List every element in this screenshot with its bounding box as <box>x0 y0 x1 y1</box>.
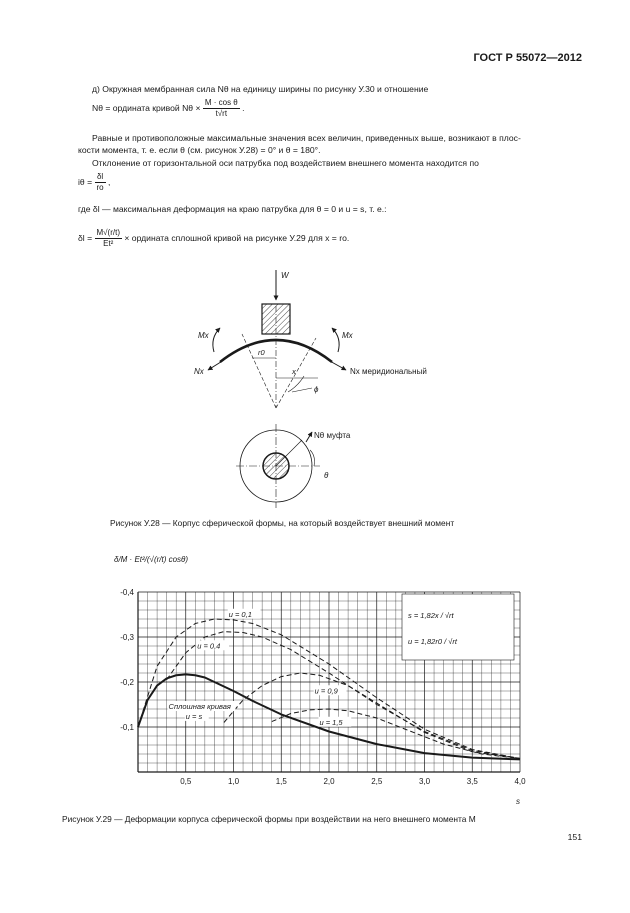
label-r0: r0 <box>258 348 265 357</box>
y-tick-label: -0,2 <box>120 678 134 687</box>
x-tick-label: 1,5 <box>275 777 287 786</box>
item-d-text: д) Окружная мембранная сила Nθ на единицу ширины по рисунку У.30 и отношение <box>92 84 429 94</box>
label-x: x <box>292 367 296 376</box>
curve-label: u = s <box>185 711 203 721</box>
y-axis-label: δ/M · Et²/(√(r/t) cosθ) <box>114 555 189 564</box>
curve-label: u = 1,5 <box>319 717 343 727</box>
y-tick-label: -0,3 <box>120 633 134 642</box>
ntheta-arrow <box>306 432 312 442</box>
force-arrow-nx-left <box>208 360 224 370</box>
label-theta: θ <box>324 471 329 480</box>
radial-line-left <box>242 334 276 408</box>
label-nx-right: Nx меридиональный <box>350 367 427 376</box>
x-axis-label: s <box>516 797 520 806</box>
page-number: 151 <box>567 832 582 842</box>
figure-29-caption: Рисунок У.29 — Деформации корпуса сферической формы при воздействии на него внешнего момента M <box>62 814 476 824</box>
formula-legend-box <box>402 594 514 660</box>
legend-u-formula: u = 1,82r0 / √rt <box>408 637 457 646</box>
phi-arc <box>288 376 304 392</box>
x-tick-label: 2,0 <box>323 777 335 786</box>
paragraph-equal-values: Равные и противоположные максимальные значения всех величин, приведенных выше, возникают в плос- <box>92 133 521 143</box>
label-mx-right: Mx <box>342 331 353 340</box>
x-tick-label: 0,5 <box>180 777 192 786</box>
label-w: W <box>281 271 289 280</box>
y-tick-label: -0,4 <box>120 588 134 597</box>
x-tick-label: 4,0 <box>514 777 526 786</box>
standard-number: ГОСТ Р 55072—2012 <box>473 52 582 64</box>
y-tick-label: -0,1 <box>120 723 134 732</box>
radial-line-right <box>276 338 316 408</box>
paragraph-deflection: Отклонение от горизонтальной оси патрубка под воздействием внешнего момента находится по <box>92 158 479 168</box>
moment-arrow-left <box>213 328 220 352</box>
legend-s-formula: s = 1,82x / √rt <box>408 611 454 620</box>
where-definition: где δl — максимальная деформация на краю патрубка для θ = 0 и u = s, т. е.: <box>78 204 387 214</box>
curve-label: u = 0,1 <box>228 609 252 619</box>
curve-label: u = 0,9 <box>314 686 338 696</box>
moment-arrow-right <box>332 328 339 352</box>
curve-label: u = 0,4 <box>197 641 221 651</box>
formula-delta-l: δl = $\frac{M√(r/t)}{\text{Et²}}$ × ордината сплошной кривой на рисунке У.29 для x = ro. <box>78 228 350 248</box>
formula-n-theta: Nθ = ордината кривой Nθ × $\frac{\text{M · cos θ}}{t√rt}$ . <box>92 98 245 118</box>
label-mx-left: Mx <box>198 331 209 340</box>
label-phi: ϕ <box>314 385 319 394</box>
figure-29-chart <box>100 548 540 810</box>
figure-28-caption: Рисунок У.28 — Корпус сферической формы, на который воздействует внешний момент <box>110 518 455 528</box>
paragraph-equal-values-2: кости момента, т. е. если θ (см. рисунок У.28) = 0° и θ = 180°. <box>78 145 321 155</box>
force-arrow-nx-right <box>328 360 346 370</box>
x-tick-label: 2,5 <box>371 777 383 786</box>
label-ntheta: Nθ муфта <box>314 431 351 440</box>
figure-28-diagram <box>180 266 480 512</box>
formula-i-theta: iθ = $\frac{\delta l}{ro}$ , <box>78 172 111 192</box>
x-tick-label: 3,0 <box>418 777 431 786</box>
label-nx-left: Nx <box>194 367 204 376</box>
x-tick-label: 3,5 <box>466 777 478 786</box>
x-tick-label: 1,0 <box>227 777 240 786</box>
series-line <box>224 673 520 759</box>
curve-label: Сплошная кривая <box>168 702 231 711</box>
